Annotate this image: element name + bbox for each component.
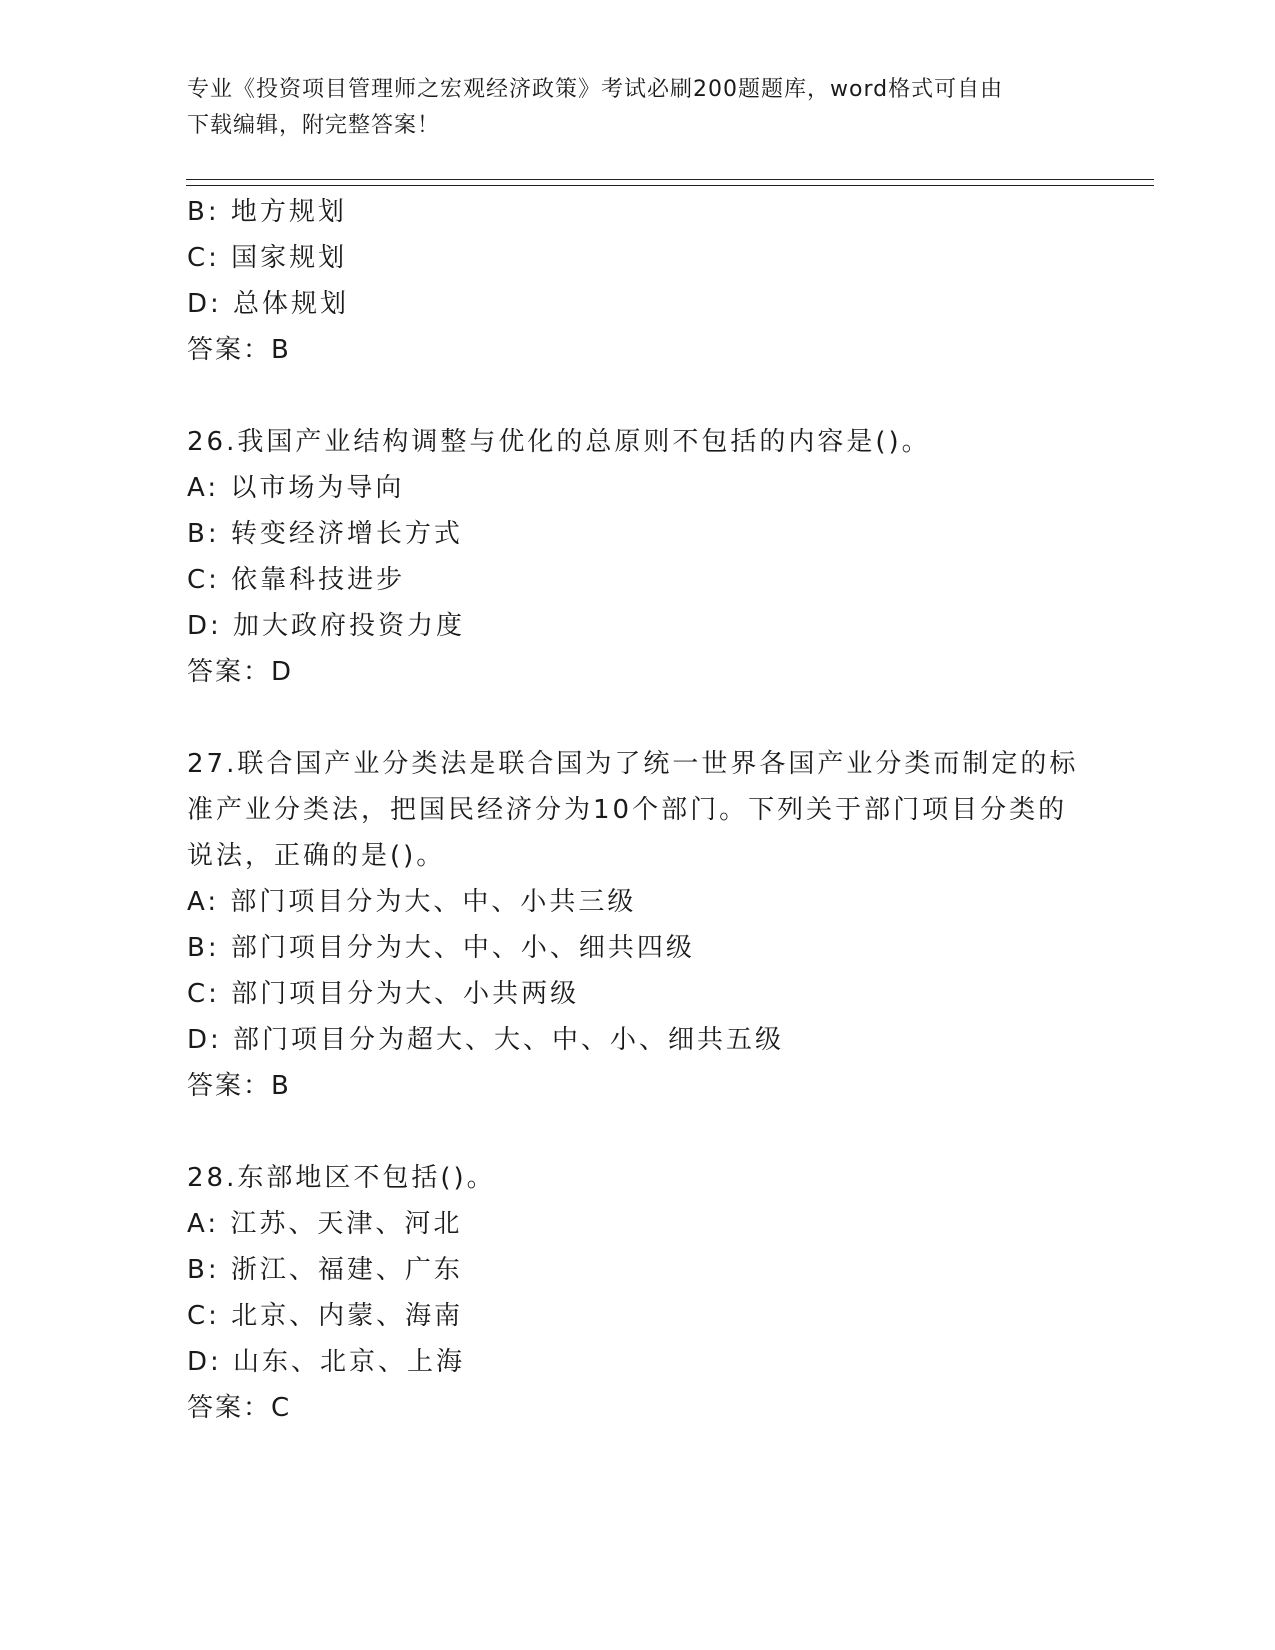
question-27 [187,741,1079,1109]
question-stem: 26.我国产业结构调整与优化的总原则不包括的内容是()。 [187,427,931,457]
option-a: A: 以市场为导向 [187,473,405,503]
option-d: D: 加大政府投资力度 [187,611,466,641]
spacer [187,1109,1067,1155]
option-c: C: 北京、内蒙、海南 [187,1301,464,1331]
option-a: A: 部门项目分为大、中、小共三级 [187,887,637,917]
option-b: B: 部门项目分为大、中、小、细共四级 [187,933,695,963]
option-c: C: 国家规划 [187,243,348,273]
option-d: D: 总体规划 [187,289,350,319]
question-stem-line-2: 准产业分类法，把国民经济分为10个部门。下列关于部门项目分类的 [187,795,1068,825]
spacer [187,373,1067,419]
option-b: B: 转变经济增长方式 [187,519,463,549]
option-c: C: 部门项目分为大、小共两级 [187,979,580,1009]
spacer [187,695,1067,741]
answer-line: 答案：D [187,657,294,687]
option-d: D: 部门项目分为超大、大、中、小、细共五级 [187,1025,785,1055]
answer-line: 答案：B [187,1071,291,1101]
question-continued [187,189,1067,373]
question-list [187,189,1079,1431]
option-b: B: 地方规划 [187,197,347,227]
question-stem: 28.东部地区不包括()。 [187,1163,496,1193]
option-a: A: 江苏、天津、河北 [187,1209,463,1239]
document-header [187,72,1087,144]
header-rule-bottom [186,185,1154,186]
header-line-2: 下载编辑，附完整答案！ [187,113,441,138]
option-d: D: 山东、北京、上海 [187,1347,466,1377]
question-26 [187,419,1067,695]
option-c: C: 依靠科技进步 [187,565,406,595]
question-stem-line-3: 说法，正确的是()。 [187,841,446,871]
header-line-1: 专业《投资项目管理师之宏观经济政策》考试必刷200题题库，word格式可自由 [187,77,1004,102]
answer-line: 答案：B [187,335,291,365]
question-28 [187,1155,1067,1431]
question-stem-line-1: 27.联合国产业分类法是联合国为了统一世界各国产业分类而制定的标 [187,749,1079,779]
answer-line: 答案：C [187,1393,292,1423]
option-b: B: 浙江、福建、广东 [187,1255,463,1285]
header-rule-top [186,179,1154,180]
